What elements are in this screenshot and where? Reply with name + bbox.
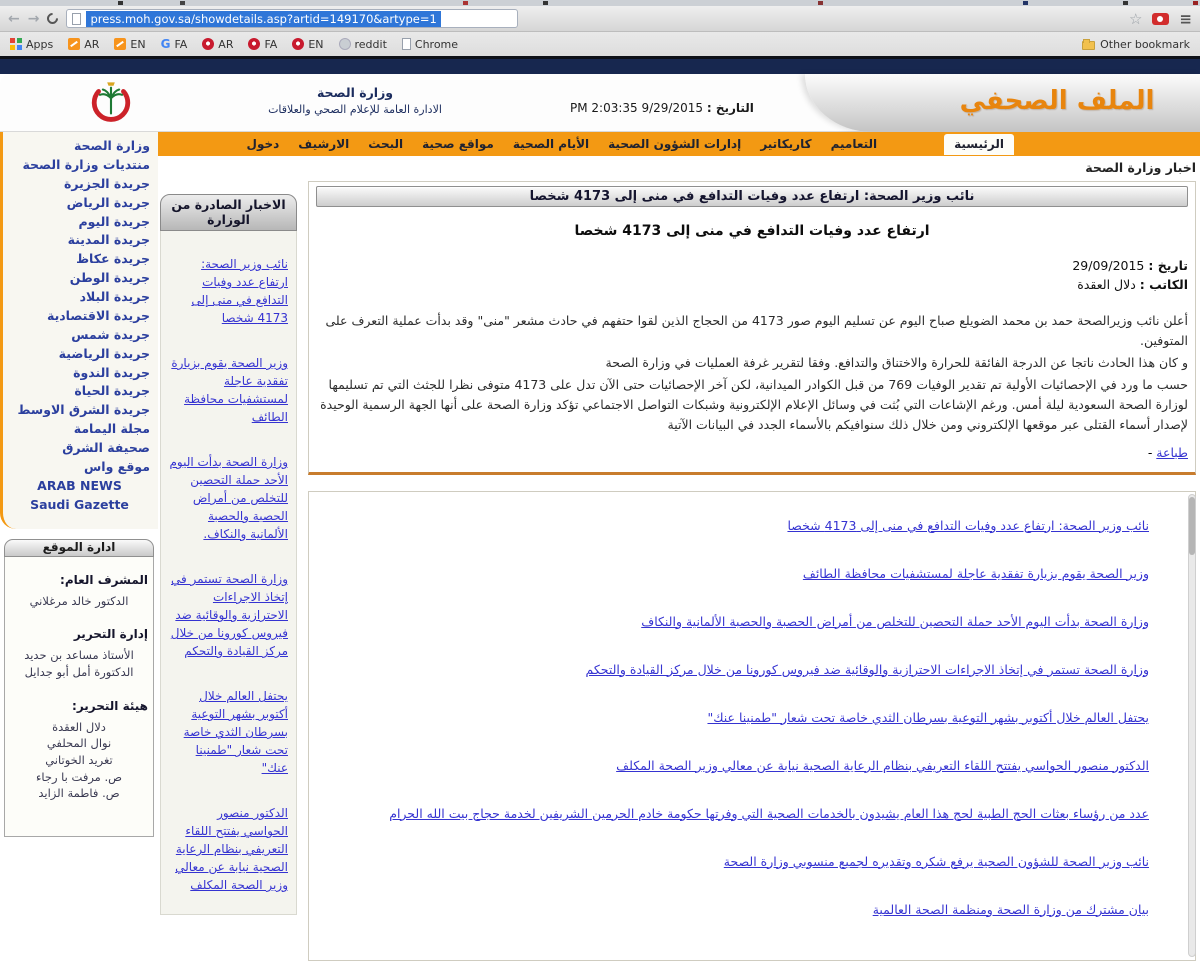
bookmark-en-2[interactable]: EN — [292, 38, 323, 51]
admin-section-editing: إدارة التحرير الأستاذ مساعد بن حديد الدكتورة أمل أبو جدايل — [24, 627, 148, 679]
paper-link[interactable]: Saudi Gazette — [30, 496, 129, 512]
article-title-bar: نائب وزير الصحة: ارتفاع عدد وفيات التدافع في منى إلى 4173 شخصا — [316, 186, 1188, 207]
print-link[interactable]: طباعة — [1156, 444, 1188, 460]
article-subtitle: ارتفاع عدد وفيات التدافع في منى إلى 4173 شخصا — [574, 223, 930, 239]
back-button-icon[interactable]: ← — [8, 10, 20, 27]
red-badge-icon — [202, 38, 214, 50]
ministry-title: وزارة الصحة — [316, 85, 394, 100]
red-badge-icon — [292, 38, 304, 50]
related-links-box — [308, 491, 1196, 961]
paper-link[interactable]: جريدة الاقتصادية — [46, 307, 150, 323]
admin-section-board: هيئة التحرير: دلال العقدة نوال المحلفي تغريد الخوتاني ص. مرفت با رجاء ص. فاطمة الزايد — [35, 698, 148, 801]
paper-link[interactable]: جريدة الحياة — [74, 383, 150, 399]
site-admin-panel — [4, 539, 154, 837]
site-header — [0, 74, 1200, 132]
paragraph: أعلن نائب وزيرالصحة حمد بن محمد الضويلع صباح اليوم عن تسليم اليوم صور 4173 من الحجاج الذين لقوا حتفهم في حادث مشعر "منى" وقد بدأت عملية التعرف على المتوفين. — [325, 312, 1188, 348]
author-value: دلال العقدة — [1077, 276, 1136, 292]
reddit-icon — [339, 38, 351, 50]
news-link[interactable]: وزارة الصحة تستمر في إتخاذ الاجراءات الاحترازية والوقائية ضد فيروس كورونا من خلال مركز القيادة والتحكم — [170, 572, 288, 658]
print-row: - طباعة — [1147, 444, 1188, 460]
related-link[interactable]: عدد من رؤساء بعثات الحج الطبية لحج هذا العام يشيدون بالخدمات الصحية التي وفرتها حكومة خادم الحرمين الشريفين لخدمة حجاج بيت الله الحرام — [389, 805, 1149, 821]
red-badge-icon — [248, 38, 260, 50]
address-bar[interactable] — [66, 9, 518, 28]
main-navigation — [158, 132, 1200, 156]
article-body — [316, 311, 1188, 435]
moh-logo-icon — [114, 38, 126, 50]
url-text: press.moh.gov.sa/showdetails.asp?artid=149170&artype=1 — [86, 11, 440, 27]
paper-link[interactable]: جريدة المدينة — [67, 232, 150, 248]
ministry-name-block — [215, 85, 495, 116]
breadcrumb: اخبار وزارة الصحة — [1085, 160, 1196, 175]
paper-link[interactable]: صحيفة الشرق — [62, 440, 150, 455]
nav-health-sites[interactable]: مواقع صحية — [422, 137, 494, 151]
nav-login[interactable]: دخول — [246, 137, 280, 151]
tab-remnants-decoration — [118, 1, 123, 5]
article-zone — [308, 160, 1196, 961]
paper-link[interactable]: جريدة الجزيرة — [63, 175, 150, 191]
news-sidebar — [160, 194, 297, 915]
article-meta — [316, 257, 1188, 295]
related-link[interactable]: وزير الصحة يقوم بزيارة تفقدية عاجلة لمستشفيات محافظة الطائف — [802, 565, 1149, 581]
paper-link[interactable]: جريدة البلاد — [79, 289, 150, 304]
bookmark-ar-1[interactable]: AR — [68, 38, 99, 51]
extension-icon[interactable] — [1152, 13, 1169, 25]
related-link[interactable]: بيان مشترك من وزارة الصحة ومنظمة الصحة العالمية — [872, 901, 1149, 917]
paper-link[interactable]: ARAB NEWS — [37, 477, 122, 493]
related-link[interactable]: الدكتور منصور الحواسي يفتتح اللقاء التعريفي بنظام الرعاية الصحية نيابة عن معالي وزير الصحة المكلف — [616, 757, 1149, 773]
bookmark-fa-google[interactable]: G FA — [161, 37, 188, 51]
paper-link[interactable]: منتديات وزارة الصحة — [22, 156, 150, 172]
header-date: التاريخ : PM 2:03:35 9/29/2015 — [570, 101, 754, 115]
paper-link[interactable]: جريدة الوطن — [69, 270, 150, 286]
nav-circulars[interactable]: التعاميم — [830, 137, 878, 151]
browser-toolbar — [0, 6, 1200, 32]
paper-link[interactable]: جريدة الرياضية — [58, 345, 150, 361]
menu-icon[interactable]: ≡ — [1179, 9, 1192, 28]
google-g-icon — [161, 37, 171, 51]
paper-link[interactable]: جريدة الرياض — [66, 194, 150, 210]
browser-chrome — [0, 0, 1200, 59]
web-page — [0, 59, 1200, 917]
news-link[interactable]: الدكتور منصور الحواسي يفتتح اللقاء التعريفي بنظام الرعاية الصحية نيابة عن معالي وزير الصحة المكلف — [175, 806, 288, 892]
nav-search[interactable]: البحث — [368, 137, 404, 151]
nav-health-affairs[interactable]: إدارات الشؤون الصحية — [608, 137, 742, 151]
scrollbar[interactable] — [1188, 494, 1196, 957]
moh-logo-icon — [68, 38, 80, 50]
page-icon — [402, 38, 411, 50]
site-title: الملف الصحفي — [959, 86, 1155, 116]
newspaper-links-panel — [0, 132, 158, 529]
reload-button-icon[interactable] — [45, 11, 61, 27]
paragraph: حسب ما ورد في الإحصائيات الأولية تم تقدير الوفيات 769 من قبل الكوادر الميدانية، لكن آخر الإحصائيات حتى الآن تدل على 4173 متوفى نظرا للجثث التي تم تسليمها لوزارة الصحة السعودية ليلة أمس. ورغم الإشاعات التي بُثت في وسائل الإعلام الإلكترونية وشبكات التواصل الاجتماعي تؤكد وزارة الصحة على أنها الجهة الرسمية الوحيدة لإصدار أسماء القتلى عبر موقعها الإلكتروني ومن خلال ذلك سنوافيكم بالأسماء الجدد في البيانات الآتية — [320, 376, 1188, 432]
apps-grid-icon — [10, 38, 22, 50]
tab-strip[interactable] — [0, 0, 1200, 6]
newspapers-sidebar — [0, 132, 158, 800]
other-bookmarks-button[interactable]: Other bookmark — [1082, 38, 1190, 51]
related-link[interactable]: يحتفل العالم خلال أكتوبر بشهر التوعية بسرطان الثدي خاصة تحت شعار "طمنينا عنك" — [707, 709, 1149, 725]
news-link[interactable]: وزارة الصحة بدأت اليوم الأحد حملة التحصين للتخلص من أمراض الحصبة والحصبة الألمانية والنكاف. — [169, 455, 288, 541]
paper-link[interactable]: وزارة الصحة — [73, 138, 150, 153]
bookmark-apps[interactable]: Apps — [10, 38, 53, 51]
admin-section-supervisor: المشرف العام: الدكتور خالد مرغلاني — [29, 572, 148, 608]
bookmarks-bar — [0, 32, 1200, 56]
date-value: 29/09/2015 — [1072, 258, 1145, 273]
bookmark-chrome[interactable]: Chrome — [402, 38, 458, 51]
nav-caricature[interactable]: كاريكاتير — [760, 137, 812, 151]
header-navy-strip — [0, 59, 1200, 74]
related-link[interactable]: وزارة الصحة تستمر في إتخاذ الاجراءات الاحترازية والوقائية ضد فيروس كورونا من خلال مركز القيادة والتحكم — [585, 661, 1149, 677]
paper-link[interactable]: جريدة الشرق الاوسط — [17, 402, 150, 418]
moh-emblem-icon — [88, 79, 134, 129]
paper-link[interactable]: جريدة اليوم — [78, 213, 150, 229]
scrollbar-thumb[interactable] — [1189, 497, 1195, 555]
bookmark-reddit[interactable]: reddit — [339, 38, 387, 51]
paper-link[interactable]: جريدة عكاظ — [76, 251, 150, 267]
bookmark-ar-2[interactable]: AR — [202, 38, 233, 51]
author-label: الكاتب : — [1139, 276, 1188, 292]
main-column — [158, 132, 1200, 917]
news-sidebar-title: الاخبار الصادرة من الوزارة — [160, 194, 297, 231]
nav-health-days[interactable]: الأيام الصحية — [512, 137, 590, 151]
related-link[interactable]: نائب وزير الصحة: ارتفاع عدد وفيات التدافع في منى إلى 4173 شخصا — [787, 517, 1149, 533]
bookmark-fa-2[interactable]: FA — [248, 38, 277, 51]
paper-link[interactable]: مجلة اليمامة — [73, 421, 150, 437]
related-link[interactable]: نائب وزير الصحة للشؤون الصحية يرفع شكره وتقديره لجميع منسوبي وزارة الصحة — [723, 853, 1149, 869]
site-admin-title: ادارة الموقع — [4, 539, 154, 557]
nav-home[interactable]: الرئيسية — [944, 134, 1014, 155]
bookmark-en-1[interactable]: EN — [114, 38, 145, 51]
paragraph: و كان هذا الحادث ناتجا عن الدرجة الفائقة للحرارة والاختناق والتدافع. وفقا لتقرير غرفة العمليات في وزارة الصحة — [605, 354, 1188, 370]
paper-link[interactable]: جريدة شمس — [71, 326, 150, 342]
paper-link[interactable]: جريدة الندوة — [73, 364, 150, 380]
article-box — [308, 181, 1196, 475]
bookmark-star-icon[interactable]: ☆ — [1128, 9, 1143, 28]
page-favicon-icon — [72, 13, 81, 25]
news-link[interactable]: وزير الصحة يقوم بزيارة تفقدية عاجلة لمستشفيات محافظة الطائف — [171, 356, 288, 424]
nav-archive[interactable]: الارشيف — [298, 137, 350, 151]
ministry-subtitle: الادارة العامة للإعلام الصحي والعلاقات — [268, 103, 442, 116]
paper-link[interactable]: موقع واس — [84, 458, 150, 474]
news-link[interactable]: نائب وزير الصحة: ارتفاع عدد وفيات التدافع في منى إلى 4173 شخصا — [191, 257, 288, 325]
date-label: تاريخ : — [1148, 258, 1188, 273]
folder-icon — [1082, 41, 1095, 50]
news-link[interactable]: يحتفل العالم خلال أكتوبر بشهر التوعية بسرطان الثدي خاصة تحت شعار "طمنينا عنك" — [183, 689, 288, 775]
forward-button-icon[interactable]: → — [27, 10, 40, 27]
related-link[interactable]: وزارة الصحة بدأت اليوم الأحد حملة التحصين للتخلص من أمراض الحصبة والحصبة الألمانية والنكاف — [641, 613, 1149, 629]
